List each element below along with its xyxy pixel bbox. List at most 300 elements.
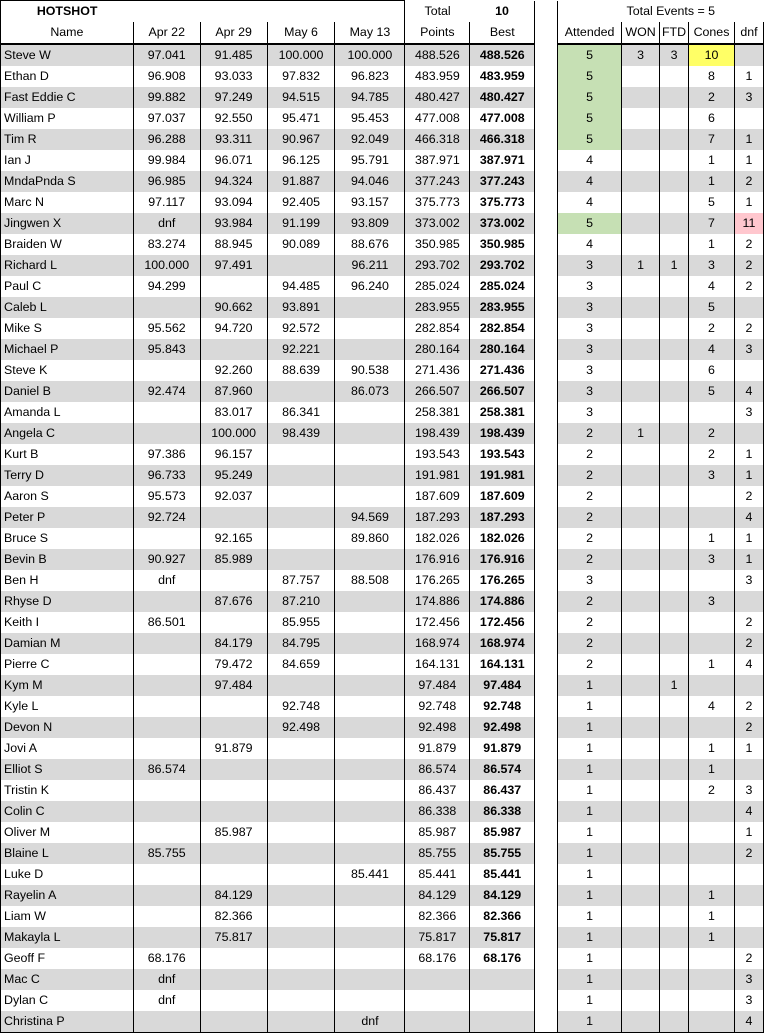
score-cell [267,885,335,906]
ftd-cell [660,381,689,402]
cones-cell [689,969,735,990]
header-row-bottom [1,22,764,44]
cones-cell: 1 [689,927,735,948]
ftd-cell [660,570,689,591]
table-row [1,528,764,549]
dnf-cell: 3 [734,87,763,108]
score-cell [200,801,267,822]
cones-cell: 5 [689,297,735,318]
table-row [1,927,764,948]
ftd-cell [660,87,689,108]
dnf-cell: 2 [734,948,763,969]
won-cell [622,213,660,234]
score-cell [133,738,200,759]
ftd-cell [660,1011,689,1033]
driver-name: Kyle L [1,696,134,717]
score-cell: 75.817 [200,927,267,948]
total-points-cell: 86.574 [405,759,470,780]
cones-cell [689,822,735,843]
score-cell [133,297,200,318]
cones-cell: 4 [689,339,735,360]
score-cell [335,696,405,717]
dnf-cell [734,906,763,927]
cones-cell: 6 [689,360,735,381]
driver-name: Richard L [1,255,134,276]
attended-cell: 1 [586,741,594,755]
separator [535,171,558,192]
table-row [1,66,764,87]
ftd-cell [660,549,689,570]
total-points-cell: 377.243 [405,171,470,192]
driver-name: Caleb L [1,297,134,318]
best-cell: 84.129 [470,885,535,906]
score-cell: 93.891 [267,297,335,318]
total-points-cell: 86.437 [405,780,470,801]
dnf-cell [734,759,763,780]
score-cell: 84.795 [267,633,335,654]
attended-cell: 5 [558,213,622,234]
score-cell [267,969,335,990]
attended-cell: 3 [586,279,594,293]
table-row [1,696,764,717]
attended-cell: 3 [558,339,622,360]
cones-cell: 2 [689,87,735,108]
ftd-cell: 1 [660,255,689,276]
best-cell: 85.441 [470,864,535,885]
cones-cell: 3 [689,465,735,486]
total-points-cell: 280.164 [405,339,470,360]
score-cell [267,549,335,570]
best-cell: 271.436 [470,360,535,381]
attended-cell: 1 [558,885,622,906]
best-cell: 373.002 [470,213,535,234]
score-cell: 94.485 [267,276,335,297]
score-cell [335,465,405,486]
dnf-header: dnf [734,22,763,44]
driver-name: Oliver M [1,822,134,843]
driver-name: Marc N [1,192,134,213]
score-cell: 89.860 [335,528,405,549]
score-cell [200,570,267,591]
score-cell: 94.299 [133,276,200,297]
attended-cell: 1 [558,927,622,948]
score-cell [335,591,405,612]
best-cell: 293.702 [470,255,535,276]
score-cell: 98.439 [267,423,335,444]
cones-cell [689,717,735,738]
ftd-cell [660,129,689,150]
ftd-cell [660,423,689,444]
won-cell [622,822,660,843]
dnf-cell: 2 [734,843,763,864]
driver-name: Luke D [1,864,134,885]
score-cell: 88.945 [200,234,267,255]
dnf-cell: 2 [734,171,763,192]
best-cell: 176.916 [470,549,535,570]
score-cell [335,297,405,318]
score-cell [335,906,405,927]
score-cell [335,486,405,507]
best-cell: 176.265 [470,570,535,591]
table-row [1,87,764,108]
driver-name: Peter P [1,507,134,528]
won-cell [622,654,660,675]
best-cell: 193.543 [470,444,535,465]
driver-name: Ian J [1,150,134,171]
total-points-cell: 282.854 [405,318,470,339]
cones-cell [689,948,735,969]
dnf-cell [734,423,763,444]
ftd-cell [660,150,689,171]
ftd-cell [660,360,689,381]
total-points-cell: 176.265 [405,570,470,591]
total-points-cell: 174.886 [405,591,470,612]
dnf-cell: 2 [734,717,763,738]
total-points-cell: 85.441 [405,864,470,885]
won-cell [622,969,660,990]
cones-cell [689,402,735,423]
dnf-cell: 1 [734,528,763,549]
score-cell [200,864,267,885]
driver-name: Mike S [1,318,134,339]
ftd-cell [660,885,689,906]
separator [535,192,558,213]
cones-cell: 1 [689,738,735,759]
score-cell: 95.249 [200,465,267,486]
best-cell: 280.164 [470,339,535,360]
won-cell [622,486,660,507]
table-row [1,192,764,213]
separator [535,969,558,990]
score-cell [267,528,335,549]
score-cell [133,360,200,381]
score-cell: dnf [133,990,200,1011]
won-cell [622,297,660,318]
cones-cell: 1 [689,654,735,675]
won-cell [622,402,660,423]
cones-cell: 3 [689,549,735,570]
standings-body [1,44,764,1033]
won-cell [622,381,660,402]
score-cell: 92.260 [200,360,267,381]
separator [535,549,558,570]
score-cell [335,780,405,801]
total-points-cell: 373.002 [405,213,470,234]
ftd-cell [660,444,689,465]
driver-name: Michael P [1,339,134,360]
cones-cell: 1 [689,150,735,171]
ftd-cell [660,948,689,969]
score-cell: 83.017 [200,402,267,423]
event-title: HOTSHOT [1,1,134,23]
table-row [1,906,764,927]
total-points-cell: 271.436 [405,360,470,381]
dnf-cell: 2 [734,318,763,339]
driver-name: Jingwen X [1,213,134,234]
separator [535,780,558,801]
driver-name: Dylan C [1,990,134,1011]
score-cell: 85.955 [267,612,335,633]
won-cell [622,864,660,885]
best-cell: 91.879 [470,738,535,759]
total-points-cell: 97.484 [405,675,470,696]
driver-name: Paul C [1,276,134,297]
ftd-cell [660,801,689,822]
won-cell [622,696,660,717]
attended-cell: 1 [558,1011,622,1033]
score-cell: 86.574 [133,759,200,780]
score-cell: 88.508 [335,570,405,591]
table-row [1,780,764,801]
attended-cell: 1 [558,969,622,990]
best-cell: 285.024 [470,276,535,297]
total-points-cell: 258.381 [405,402,470,423]
attended-cell: 4 [586,237,594,251]
total-points-cell: 91.879 [405,738,470,759]
attended-cell: 2 [558,549,622,570]
total-points-cell: 86.338 [405,801,470,822]
won-cell [622,150,660,171]
ftd-cell [660,969,689,990]
separator [535,654,558,675]
attended-cell: 1 [586,825,594,839]
score-cell [335,339,405,360]
dnf-cell: 2 [734,486,763,507]
score-cell [133,864,200,885]
total-points-cell: 182.026 [405,528,470,549]
won-cell [622,87,660,108]
score-cell: 94.785 [335,87,405,108]
table-row [1,633,764,654]
won-cell [622,906,660,927]
attended-cell: 3 [586,363,594,377]
driver-name: William P [1,108,134,129]
score-cell [133,423,200,444]
attended-cell: 1 [586,699,594,713]
attended-cell: 5 [558,108,622,129]
score-cell [267,780,335,801]
best-cell: 92.748 [470,696,535,717]
name-column-header: Name [1,22,134,44]
score-cell [133,696,200,717]
attended-cell: 1 [586,951,594,965]
total-points-cell: 92.498 [405,717,470,738]
separator [535,360,558,381]
score-cell: 96.240 [335,276,405,297]
total-points-cell: 350.985 [405,234,470,255]
separator [535,213,558,234]
driver-name: Makayla L [1,927,134,948]
score-cell [335,759,405,780]
score-cell: 97.037 [133,108,200,129]
attended-cell: 2 [558,633,622,654]
score-cell: 97.832 [267,66,335,87]
dnf-cell: 2 [734,633,763,654]
won-cell [622,192,660,213]
total-points-cell: 85.987 [405,822,470,843]
dnf-cell: 2 [734,234,763,255]
score-cell: 94.046 [335,171,405,192]
total-points-cell: 466.318 [405,129,470,150]
ftd-cell [660,906,689,927]
table-row [1,549,764,570]
score-cell: 85.987 [200,822,267,843]
total-points-cell: 191.981 [405,465,470,486]
cones-cell: 7 [689,129,735,150]
score-cell: 95.471 [267,108,335,129]
driver-name: Damian M [1,633,134,654]
score-cell: 93.311 [200,129,267,150]
best-cell: 86.437 [470,780,535,801]
table-row [1,969,764,990]
total-points-cell: 193.543 [405,444,470,465]
ftd-cell [660,780,689,801]
driver-name: Colin C [1,801,134,822]
separator [535,864,558,885]
ftd-cell [660,612,689,633]
won-cell [622,66,660,87]
table-row [1,948,764,969]
separator [535,66,558,87]
score-cell: 84.659 [267,654,335,675]
score-cell: 96.071 [200,150,267,171]
won-cell [622,108,660,129]
best-cell: 480.427 [470,87,535,108]
table-row [1,801,764,822]
attended-cell: 2 [558,507,622,528]
driver-name: Ben H [1,570,134,591]
score-cell: 85.441 [335,864,405,885]
attended-cell: 1 [558,801,622,822]
score-cell: 92.221 [267,339,335,360]
table-row [1,675,764,696]
driver-name: Steve K [1,360,134,381]
total-points-cell: 283.955 [405,297,470,318]
separator [535,339,558,360]
best-cell: 477.008 [470,108,535,129]
attended-cell: 1 [558,717,622,738]
table-row [1,297,764,318]
date-column-header: May 6 [267,22,335,44]
best-cell: 85.755 [470,843,535,864]
dnf-cell: 1 [734,66,763,87]
attended-cell: 5 [558,129,622,150]
separator [535,255,558,276]
won-header: WON [622,22,660,44]
total-points-cell: 75.817 [405,927,470,948]
score-cell: 93.984 [200,213,267,234]
ftd-cell [660,486,689,507]
score-cell: 87.676 [200,591,267,612]
dnf-cell: 3 [734,570,763,591]
score-cell [200,843,267,864]
ftd-cell [660,528,689,549]
score-cell [335,318,405,339]
dnf-cell: 4 [734,654,763,675]
dnf-cell: 3 [734,990,763,1011]
cones-cell [689,675,735,696]
score-cell: 90.089 [267,234,335,255]
score-cell: 82.366 [200,906,267,927]
score-cell: 90.927 [133,549,200,570]
dnf-cell: 2 [734,696,763,717]
driver-name: Daniel B [1,381,134,402]
total-points-cell: 483.959 [405,66,470,87]
score-cell: 97.386 [133,444,200,465]
ftd-cell [660,633,689,654]
separator [535,591,558,612]
table-row [1,423,764,444]
won-cell [622,549,660,570]
table-row [1,738,764,759]
table-row [1,402,764,423]
dnf-cell: 1 [734,444,763,465]
attended-cell: 2 [586,531,594,545]
score-cell: dnf [133,213,200,234]
won-cell: 1 [622,423,660,444]
dnf-cell: 3 [734,339,763,360]
attended-cell: 4 [586,153,594,167]
ftd-cell [660,927,689,948]
ftd-cell [660,738,689,759]
separator [535,234,558,255]
dnf-cell: 3 [734,780,763,801]
cones-cell: 8 [689,66,735,87]
cones-cell [689,570,735,591]
driver-name: Devon N [1,717,134,738]
separator [535,276,558,297]
dnf-cell [734,297,763,318]
score-cell: 93.094 [200,192,267,213]
score-cell: 90.662 [200,297,267,318]
score-cell [200,276,267,297]
best-cell: 174.886 [470,591,535,612]
cones-cell: 2 [689,444,735,465]
dnf-cell: 11 [734,213,763,234]
attended-cell: 5 [558,66,622,87]
score-cell: 91.887 [267,171,335,192]
table-row [1,759,764,780]
ftd-cell [660,696,689,717]
ftd-cell [660,465,689,486]
separator [535,633,558,654]
ftd-cell [660,654,689,675]
score-cell: 92.550 [200,108,267,129]
score-cell: 91.879 [200,738,267,759]
ftd-cell: 3 [660,44,689,66]
cones-cell [689,801,735,822]
won-cell [622,633,660,654]
separator [535,318,558,339]
dnf-cell [734,675,763,696]
cones-cell: 1 [689,528,735,549]
score-cell: 79.472 [200,654,267,675]
score-cell [200,948,267,969]
ftd-cell [660,213,689,234]
total-points-cell: 168.974 [405,633,470,654]
best-cell: 86.574 [470,759,535,780]
attended-cell: 1 [586,993,594,1007]
score-cell: 92.474 [133,381,200,402]
ftd-cell [660,339,689,360]
score-cell: 96.211 [335,255,405,276]
driver-name: Terry D [1,465,134,486]
driver-name: Geoff F [1,948,134,969]
dnf-cell [734,360,763,381]
total-points-cell: 266.507 [405,381,470,402]
separator [535,444,558,465]
best-cell: 198.439 [470,423,535,444]
